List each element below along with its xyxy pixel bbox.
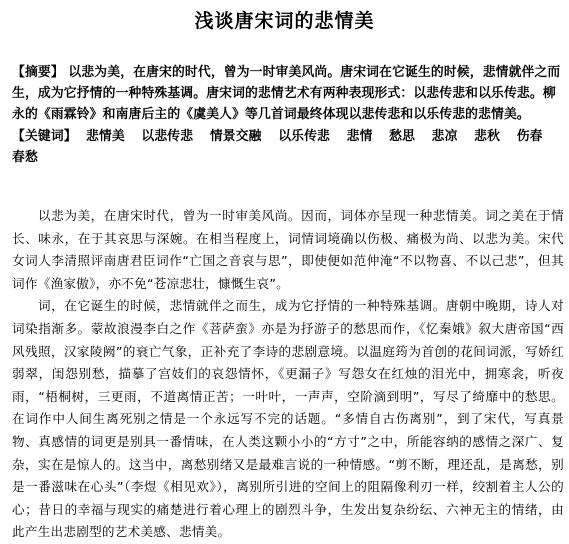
- keywords-label: 【关键词】: [12, 128, 77, 144]
- keywords-list: [12, 129, 555, 165]
- article-body: [12, 205, 564, 544]
- keywords-block: [12, 126, 562, 168]
- abstract-block: [12, 62, 562, 126]
- keyword: 愁思: [389, 128, 416, 144]
- keyword: 以乐传悲: [278, 128, 331, 144]
- keyword: 悲情: [346, 128, 373, 144]
- keyword: 悲秋: [474, 128, 501, 144]
- abstract-label: 【摘要】: [12, 65, 64, 80]
- keyword: 春愁: [12, 149, 38, 165]
- keyword: 伤春: [516, 128, 543, 144]
- article-title: 浅谈唐宋词的悲情美: [194, 10, 375, 32]
- keyword: 情景交融: [209, 128, 262, 144]
- body-paragraph: 以悲为美，在唐宋时代，曾为一时审美风尚。因而，词体亦呈现一种悲情美。词之美在于情长、味永，在于其哀思与深婉。在相当程度上，词情词境确以伤极、痛极为尚、以悲为美。宋代女词人李清照评南唐君臣词作“亡国之音哀与思”，即使便如范仲淹“不以物喜、不以己悲”，但其词作《渔家傲》，亦不免“苍凉悲壮，慷慨生哀”。: [12, 208, 564, 291]
- abstract-text: 以悲为美，在唐宋的时代，曾为一时审美风尚。唐宋词在它诞生的时候，悲情就伴之而生，成为它抒情的一种特殊基调。唐宋词的悲情艺术有两种表现形式：以悲传悲和以乐传悲。柳永的《雨霖铃》和南唐后主的《虞美人》等几首词最终体现以悲传悲和以乐传悲的悲情美。: [12, 65, 561, 123]
- body-paragraph: 词，在它诞生的时候，悲情就伴之而生，成为它抒情的一种特殊基调。唐朝中晚期，诗人对词染指渐多。蒙故浪漫李白之作《菩萨蛮》亦是为抒游子的愁思而作，《忆秦娥》叙大唐帝国“西风残照，汉家陵阙”的衰亡气象，正补充了李诗的悲剧意境。以温庭筠为首创的花间词派，写娇红弱翠，闺怨别愁，描摹了宫妓们的哀怨情怀，《更漏子》写怨女在红烛的泪光中，拥寒衾，听夜雨，“梧桐树，三更雨，不道离情正苦；一叶叶，一声声，空阶滴到明”，写尽了绮靡中的愁思。在词作中人间生离死别之情是一个永远写不完的话题。“多情自古伤离别”，到了宋代，写真景物、真感情的词更是别具一番情味，在人类这颗小小的“方寸”之中，所能容纳的感情之深广、复杂，实在是惊人的。这当中，离愁别绪又是最难言说的一种情感。“剪不断，理还乱，是离愁，别是一番滋味在心头”（李煜《相见欢》），离别所引进的空间上的阻隔像利刃一样，绞割着主人公的心；昔日的幸福与现实的痛楚进行着心理上的剧烈斗争，生发出复杂纷纭、六神无主的情绪，由此产生出悲剧型的艺术美感、悲情美。: [12, 298, 564, 540]
- keyword: 悲情美: [85, 128, 125, 144]
- abstract-section: [12, 62, 562, 168]
- keyword: 以悲传悲: [141, 128, 194, 144]
- keyword: 悲凉: [431, 128, 458, 144]
